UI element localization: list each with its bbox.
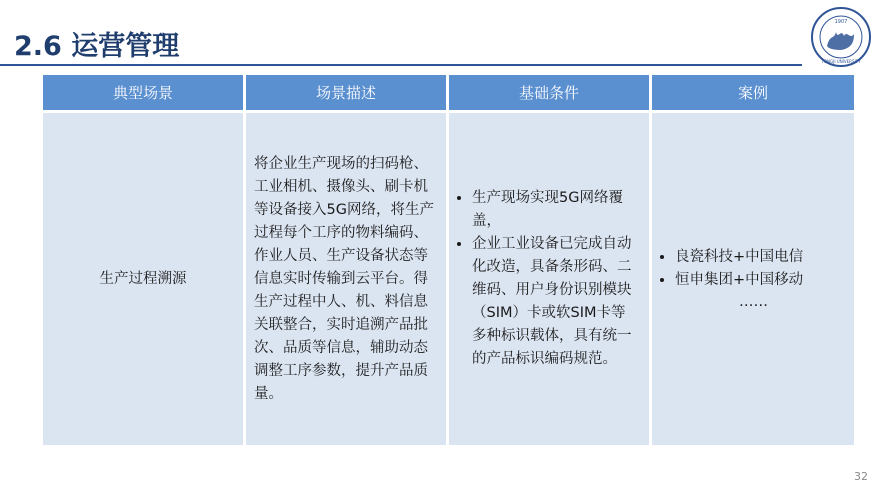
table-row bbox=[43, 110, 854, 445]
logo-university-text: TONGJI UNIVERSITY bbox=[821, 59, 861, 64]
title-divider bbox=[0, 64, 802, 66]
university-logo bbox=[810, 6, 872, 68]
cell-scenario: 生产过程溯源 bbox=[43, 110, 243, 445]
cases-more: …… bbox=[739, 294, 768, 310]
cell-cases bbox=[652, 110, 854, 445]
header-description: 场景描述 bbox=[246, 75, 446, 110]
header-conditions: 基础条件 bbox=[449, 75, 649, 110]
logo-year: 1907 bbox=[834, 19, 848, 25]
cell-description: 将企业生产现场的扫码枪、工业相机、摄像头、刷卡机等设备接入5G网络，将生产过程每个工序的物料编码、作业人员、生产设备状态等信息实时传输到云平台。得生产过程中人、机、料信息关联整合，实时追溯产品批次、品质等信息，辅助动态调整工序参数，提升产品质量。 bbox=[246, 110, 446, 445]
conditions-list bbox=[450, 187, 639, 371]
header-cases: 案例 bbox=[652, 75, 854, 110]
case-item: • 恒申集团+中国移动 bbox=[675, 269, 848, 292]
case-item: • 良瓷科技+中国电信 bbox=[675, 246, 848, 269]
condition-item: • 生产现场实现5G网络覆盖， bbox=[472, 187, 639, 233]
cell-conditions bbox=[449, 110, 649, 445]
page-number: 32 bbox=[854, 470, 868, 483]
header-scenario: 典型场景 bbox=[43, 75, 243, 110]
scenario-table bbox=[40, 75, 857, 445]
cases-list bbox=[653, 246, 848, 292]
table-header-row bbox=[43, 75, 854, 110]
condition-item: • 企业工业设备已完成自动化改造，具备条形码、二维码、用户身份识别模块（SIM）卡或软SIM卡等多种标识载体，具有统一的产品标识编码规范。 bbox=[472, 233, 639, 371]
slide-title: 2.6 运营管理 bbox=[14, 31, 180, 62]
